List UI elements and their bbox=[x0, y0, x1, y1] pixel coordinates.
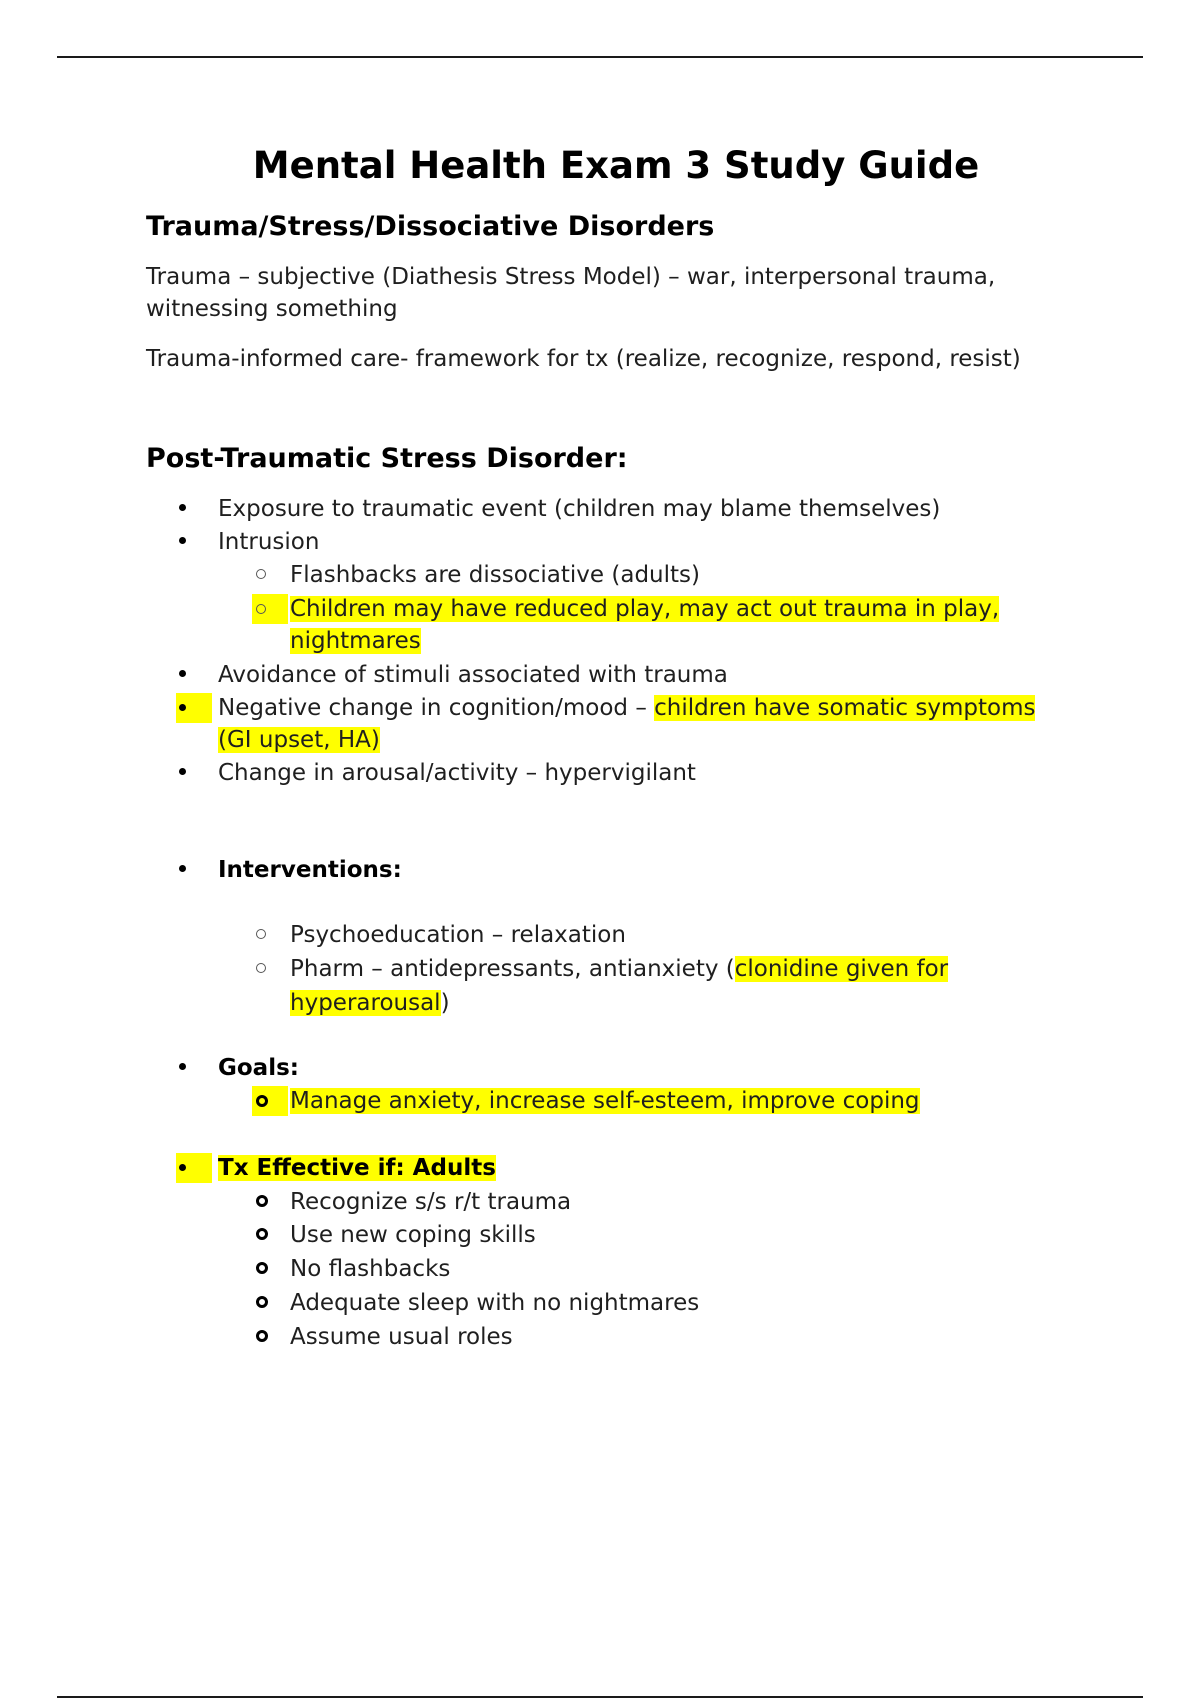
negative-change-text: Negative change in cognition/mood – bbox=[218, 695, 655, 721]
trauma-paragraph: Trauma – subjective (Diathesis Stress Model) – war, interpersonal trauma, witnessing something bbox=[146, 264, 996, 322]
sub-item-children-play bbox=[290, 593, 999, 625]
highlight: Manage anxiety, increase self-esteem, improve coping bbox=[290, 1088, 920, 1114]
pharm-text: Pharm – antidepressants, antianxiety ( bbox=[290, 956, 735, 982]
highlight: Children may have reduced play, may act out trauma in play, bbox=[290, 596, 1000, 622]
highlight: Tx Effective if: Adults bbox=[218, 1155, 496, 1181]
sub-item-children-play-cont bbox=[290, 625, 421, 657]
sub-bullet-circle bbox=[256, 1219, 268, 1251]
ptsd-heading: Post-Traumatic Stress Disorder: bbox=[146, 443, 628, 474]
tx-item: Adequate sleep with no nightmares bbox=[290, 1290, 700, 1316]
interventions-label: Interventions: bbox=[218, 857, 402, 883]
sub-item-goals bbox=[290, 1085, 920, 1117]
list-item-arousal: Change in arousal/activity – hypervigilant bbox=[218, 760, 696, 786]
bullet-dot bbox=[179, 757, 186, 789]
sub-item-flashbacks: Flashbacks are dissociative (adults) bbox=[290, 562, 700, 588]
bullet-dot bbox=[176, 693, 212, 723]
bullet-dot bbox=[179, 854, 186, 886]
sub-item-psychoeducation: Psychoeducation – relaxation bbox=[290, 922, 626, 948]
bullet-dot bbox=[179, 659, 186, 691]
goals-label: Goals: bbox=[218, 1055, 299, 1081]
list-item-exposure: Exposure to traumatic event (children may blame themselves) bbox=[218, 496, 941, 522]
list-item-intrusion: Intrusion bbox=[218, 529, 320, 555]
tx-effective-label bbox=[218, 1152, 496, 1184]
tx-item: Use new coping skills bbox=[290, 1222, 536, 1248]
sub-bullet-circle bbox=[256, 1253, 268, 1285]
highlight: (GI upset, HA) bbox=[218, 727, 380, 753]
sub-bullet-circle bbox=[256, 1186, 268, 1218]
section-heading: Trauma/Stress/Dissociative Disorders bbox=[146, 211, 715, 242]
sub-bullet-circle bbox=[256, 953, 266, 985]
sub-item-pharm-cont bbox=[290, 987, 450, 1019]
sub-bullet-circle bbox=[252, 1086, 288, 1116]
sub-bullet-circle bbox=[256, 1287, 268, 1319]
trauma-informed-care-paragraph: Trauma-informed care- framework for tx (realize, recognize, respond, resist) bbox=[146, 346, 1021, 372]
document-title: Mental Health Exam 3 Study Guide bbox=[252, 144, 980, 187]
sub-bullet-circle bbox=[256, 559, 266, 591]
bullet-dot bbox=[179, 1052, 186, 1084]
sub-bullet-circle bbox=[256, 1321, 268, 1353]
tx-item: Recognize s/s r/t trauma bbox=[290, 1189, 572, 1215]
bullet-dot bbox=[176, 1153, 212, 1183]
list-item-avoidance: Avoidance of stimuli associated with trauma bbox=[218, 662, 728, 688]
highlight: children have somatic symptoms bbox=[654, 695, 1036, 721]
tx-item: No flashbacks bbox=[290, 1256, 451, 1282]
list-item-negative-change bbox=[218, 692, 1035, 724]
highlight: hyperarousal bbox=[290, 990, 441, 1016]
footer-rule bbox=[57, 1696, 1143, 1698]
highlight: clonidine given for bbox=[734, 956, 949, 982]
list-item-negative-change-cont bbox=[218, 724, 380, 756]
pharm-close-paren: ) bbox=[440, 990, 450, 1016]
bullet-dot bbox=[179, 526, 186, 558]
bullet-dot bbox=[179, 493, 186, 525]
sub-bullet-circle bbox=[256, 919, 266, 951]
sub-item-pharm bbox=[290, 953, 948, 985]
sub-bullet-circle bbox=[252, 594, 288, 624]
tx-item: Assume usual roles bbox=[290, 1324, 513, 1350]
highlight: nightmares bbox=[290, 628, 421, 654]
header-rule bbox=[57, 56, 1143, 58]
